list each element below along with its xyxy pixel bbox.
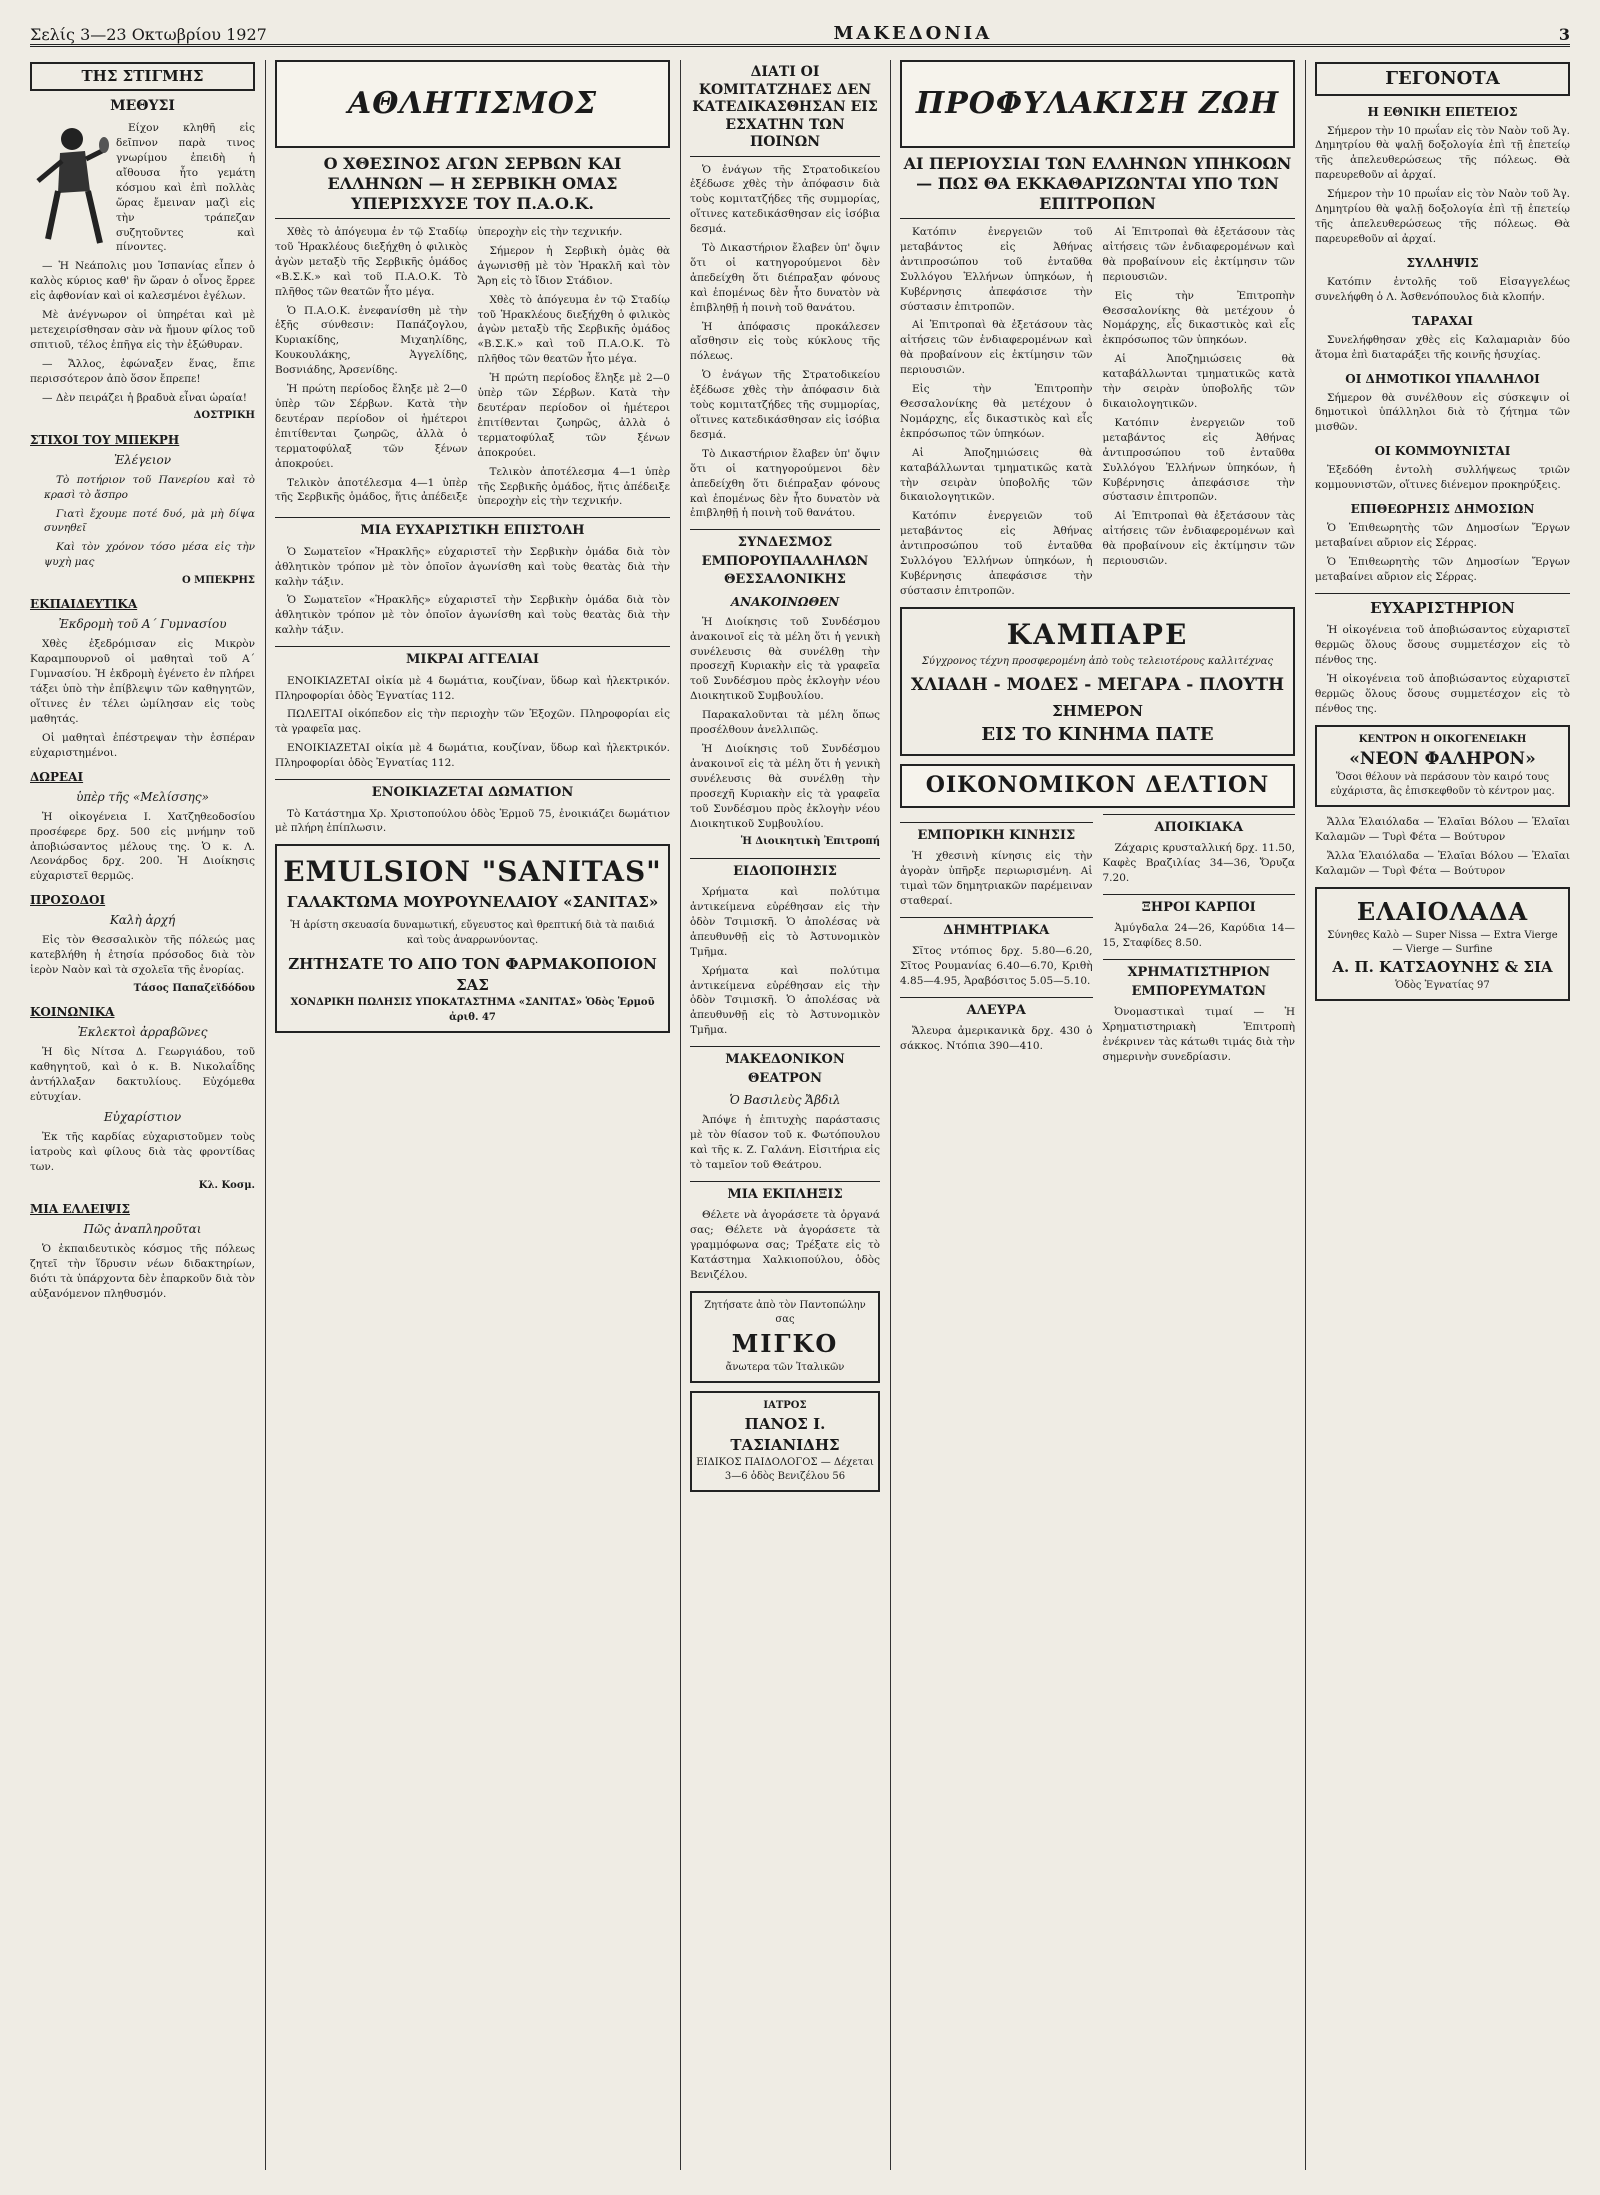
paragraph: Τὸ Δικαστήριον ἔλαβεν ὑπ' ὄψιν ὅτι οἱ κατηγορούμενοι δὲν ἀπεδείχθη ὅτι διέπραξαν φόνους καὶ ἐπομένως δὲν ἦτο δυνατὸν νὰ ἐπιβληθῇ ἡ ποινὴ τοῦ θανάτου. (690, 447, 880, 520)
section-heading: ΜΙΑ ΕΥΧΑΡΙΣΤΙΚΗ ΕΠΙΣΤΟΛΗ (275, 517, 670, 540)
column-4 (900, 60, 1295, 2170)
column-rule (890, 60, 891, 2170)
ad-venue: ΕΙΣ ΤΟ ΚΙΝΗΜΑ ΠΑΤΕ (981, 724, 1214, 746)
paragraph: Οἱ μαθηταὶ ἐπέστρεψαν τὴν ἑσπέραν εὐχαριστημένοι. (30, 731, 255, 759)
masthead: ΜΑΚΕΔΟΝΙΑ (833, 23, 993, 44)
section-heading: ΧΡΗΜΑΤΙΣΤΗΡΙΟΝ ΕΜΠΟΡΕΥΜΑΤΩΝ (1103, 959, 1296, 1001)
paragraph: Μὲ ἀνέγνωρον οἱ ὑπηρέται καὶ μὲ μετεχειρίσθησαν σὰν νὰ ἤμουν φίλος τοῦ σπιτιοῦ, τέλος ἐπῆγα εἰς τὴν ἐξώθυραν. (30, 309, 255, 351)
paragraph: Ἐκ τῆς καρδίας εὐχαριστοῦμεν τοὺς ἰατροὺς καὶ φίλους διὰ τὰς φροντίδας των. (30, 1130, 255, 1173)
column-rule (265, 60, 266, 2170)
section-heading: ΚΟΙΝΩΝΙΚΑ (30, 1005, 115, 1020)
paragraph: Ὁ ἐκπαιδευτικὸς κόσμος τῆς πόλεως ζητεῖ τὴν ἵδρυσιν νέων διδακτηρίων, διότι τὰ ὑπάρχοντα δὲν ἐπαρκοῦν διὰ τὸν αὐξανόμενον πληθυσμόν. (30, 1242, 255, 1300)
article-body (275, 225, 670, 509)
signature: ΔΟΣΤΡΙΚΗ (193, 410, 255, 422)
paragraph: Παρακαλοῦνται τὰ μέλη ὅπως προσέλθουν ἀνελλιπῶς. (690, 709, 880, 737)
paragraph: Ἐξεδόθη ἐντολὴ συλλήψεως τριῶν κομμουνιστῶν, οἵτινες διένεμον προκηρύξεις. (1315, 464, 1570, 492)
paragraph: Κατόπιν ἐνεργειῶν τοῦ μεταβάντος εἰς Ἀθήνας ἀντιπροσώπου τοῦ ἐνταῦθα Συλλόγου Ἑλλήνων ὑπηκόων, ἡ Κυβέρνησις ἀπεφάσισε τὴν σύστασιν ἐπιτροπῶν. (1102, 416, 1295, 504)
paragraph: Ὁ Σωματεῖον «Ἡρακλῆς» εὐχαριστεῖ τὴν Σερβικὴν ὁμάδα διὰ τὸν ἀθλητικὸν τρόπον μὲ τὸν ὁποῖον ἀγωνίσθη καὶ τοὺς θεατὰς διὰ τὴν καλὴν τάξιν. (275, 545, 670, 588)
ad-text: Ὅσοι θέλουν νὰ περάσουν τὸν καιρό τους εὐχάριστα, ἂς ἐπισκεφθοῦν τὸ κέντρον μας. (1330, 771, 1555, 797)
paragraph: ΕΝΟΙΚΙΑΖΕΤΑΙ οἰκία μὲ 4 δωμάτια, κουζίναν, ὕδωρ καὶ ἠλεκτρικόν. Πληροφορίαι ὁδὸς Ἐγνατίας 112. (275, 674, 670, 702)
article-body (900, 225, 1295, 599)
headline: ΔΙΑΤΙ ΟΙ ΚΟΜΙΤΑΤΖΗΔΕΣ ΔΕΝ ΚΑΤΕΔΙΚΑΣΘΗΣΑΝ ΕΙΣ ΕΣΧΑΤΗΝ ΤΩΝ ΠΟΙΝΩΝ (690, 64, 880, 157)
section-title: ΓΕΓΟΝΟΤΑ (1315, 62, 1570, 96)
drunk-man-illustration (30, 121, 110, 251)
paragraph: Θέλετε νὰ ἀγοράσετε τὰ ὀργανά σας; Θέλετε νὰ ἀγοράσετε τὰ γραμμόφωνα σας; Τρέξατε εἰς τὸ Κατάστημα Χαλκιοπούλου, ὁδὸς Βενιζέλου. (690, 1209, 880, 1281)
ad-cta: ΖΗΤΗΣΑΤΕ ΤΟ ΑΠΟ ΤΟΝ ΦΑΡΜΑΚΟΠΟΙΟΝ ΣΑΣ (288, 954, 657, 995)
paragraph: Αἱ Ἐπιτροπαὶ θὰ ἐξετάσουν τὰς αἰτήσεις τῶν ἐνδιαφερομένων καὶ θὰ προβαίνουν εἰς ἐκτίμησιν τῶν περιουσιῶν. (1102, 226, 1295, 283)
paragraph: Ἡ πρώτη περίοδος ἔληξε μὲ 2—0 ὑπὲρ τῶν Σέρβων. Κατὰ τὴν δευτέραν περίοδον οἱ ἡμέτεροι ἐπιτίθενται ζωηρῶς, ἀλλὰ ὁ τερματοφύλαξ τῶν ξένων ἀποκρούει. (275, 383, 468, 470)
paragraph: Κατόπιν ἐνεργειῶν τοῦ μεταβάντος εἰς Ἀθήνας ἀντιπροσώπου τοῦ ἐνταῦθα Συλλόγου Ἑλλήνων ὑπηκόων, ἡ Κυβέρνησις ἀπεφάσισε τὴν σύστασιν ἐπιτροπῶν. (900, 510, 1093, 597)
paragraph: Ὁ Ἐπιθεωρητὴς τῶν Δημοσίων Ἔργων μεταβαίνει αὔριον εἰς Σέρρας. (1315, 555, 1570, 583)
column-3 (690, 60, 880, 2170)
section-heading: ΕΙΔΟΠΟΙΗΣΙΣ (690, 858, 880, 881)
paragraph: Ἡ χθεσινὴ κίνησις εἰς τὴν ἀγορὰν ὑπῆρξε περιωρισμένη. Αἱ τιμαὶ τῶν δημητριακῶν παρέμειναν σταθεραί. (900, 850, 1093, 907)
ad-text: ΕΙΔΙΚΟΣ ΠΑΙΔΟΛΟΓΟΣ — Δέχεται 3—6 ὁδὸς Βενιζέλου 56 (696, 1457, 874, 1483)
section-title: ΤΗΣ ΣΤΙΓΜΗΣ (30, 62, 255, 91)
section-heading: ΜΙΑ ΕΛΛΕΙΨΙΣ (30, 1201, 130, 1216)
section-heading: ΟΙ ΚΟΜΜΟΥΝΙΣΤΑΙ (1374, 444, 1511, 459)
section-heading: ΕΜΠΟΡΙΚΗ ΚΙΝΗΣΙΣ (900, 822, 1093, 845)
paragraph: Εἰς τὸν Θεσσαλικὸν τῆς πόλεώς μας κατεβλήθη ἡ ἐτησία πρόσοδος διὰ τὸν ἱερὸν Ναὸν καὶ τὰ σχολεῖα τῆς ἐνορίας. (30, 934, 255, 977)
ad-address: ΧΟΝΔΡΙΚΗ ΠΩΛΗΣΙΣ ΥΠΟΚΑΤΑΣΤΗΜΑ «ΣΑΝΙΤΑΣ» Ὁδὸς Ἑρμοῦ ἀριθ. 47 (290, 997, 655, 1023)
section-heading: ΕΠΙΘΕΩΡΗΣΙΣ ΔΗΜΟΣΙΩΝ (1350, 502, 1535, 517)
paragraph: Ὁ Σωματεῖον «Ἡρακλῆς» εὐχαριστεῖ τὴν Σερβικὴν ὁμάδα διὰ τὸν ἀθλητικὸν τρόπον μὲ τὸν ὁποῖον ἀγωνίσθη καὶ τοὺς θεατὰς διὰ τὴν καλὴν τάξιν. (275, 594, 670, 637)
article-title: Πῶς ἀναπληροῦται (83, 1221, 202, 1236)
issue-date: Σελίς 3—23 Οκτωβρίου 1927 (30, 25, 267, 44)
section-heading: ΞΗΡΟΙ ΚΑΡΠΟΙ (1103, 894, 1296, 917)
paragraph: Ὀνομαστικαὶ τιμαί — Ἡ Χρηματιστηριακὴ Ἐπιτροπὴ ἐνέκρινεν τὰς κάτωθι τιμάς διὰ τὴν σημερινὴν συνεδρίασιν. (1102, 1006, 1295, 1063)
paragraph: Αἱ Ἀποζημιώσεις θὰ καταβάλλωνται τμηματικῶς κατὰ τὴν σειρὰν ὑποβολῆς τῶν δικαιολογητικῶν. (900, 446, 1093, 504)
ad-title: «ΝΕΟΝ ΦΑΛΗΡΟΝ» (1349, 748, 1536, 769)
section-heading: ΔΩΡΕΑΙ (30, 769, 84, 784)
paragraph: — Ἄλλος, ἐφώναξεν ἕνας, ἔπιε περισσότερον ἀπὸ ὅσον ἔπρεπε! (30, 357, 255, 385)
paragraph: Σήμερον ἡ Σερβικὴ ὁμὰς θὰ ἀγωνισθῇ μὲ τὸν Ἡρακλῆ καὶ τὸν Ἄρη εἰς τὸ ἴδιον Στάδιον. (477, 244, 670, 287)
headline: Ο ΧΘΕΣΙΝΟΣ ΑΓΩΝ ΣΕΡΒΩΝ ΚΑΙ ΕΛΛΗΝΩΝ — Η ΣΕΡΒΙΚΗ ΟΜΑΣ ΥΠΕΡΙΣΧΥΣΕ ΤΟΥ Π.Α.Ο.Κ. (275, 154, 670, 219)
paragraph: — Δὲν πειράζει ἡ βραδυὰ εἶναι ὡραία! (42, 391, 247, 404)
poem-line: Γιατὶ ἔχουμε ποτέ δυό, μὰ μὴ δίψα συνηθεῖ (44, 507, 255, 535)
paragraph: Ἀπόψε ἡ ἐπιτυχὴς παράστασις μὲ τὸν θίασον τοῦ κ. Φωτόπουλου καὶ τῆς κ. Ζ. Γαλάνη. Εἰσιτήρια εἰς τὸ ταμεῖον τοῦ Θεάτρου. (690, 1114, 880, 1171)
section-heading: Η ΕΘΝΙΚΗ ΕΠΕΤΕΙΟΣ (1367, 104, 1518, 119)
paragraph: Συνελήφθησαν χθὲς εἰς Καλαμαριὰν δύο ἄτομα ἐπὶ διαταράξει τῆς κοινῆς ἡσυχίας. (1315, 333, 1570, 361)
section-heading: ΕΥΧΑΡΙΣΤΗΡΙΟΝ (1315, 593, 1570, 619)
article-title: Ἐκδρομὴ τοῦ Α΄ Γυμνασίου (58, 617, 227, 632)
section-heading: ΤΑΡΑΧΑΙ (1412, 313, 1473, 328)
paragraph: Σήμερον τὴν 10 πρωΐαν εἰς τὸν Ναὸν τοῦ Ἁγ. Δημητρίου θὰ ψαλῇ δοξολογία ἐπὶ τῇ ἐπετείῳ τῆς ἀπελευθερώσεως τῆς πόλεως. Θὰ παρευρεθοῦν αἱ ἀρχαί. (1315, 124, 1570, 182)
ad-text: ἄνωτερα τῶν Ἰταλικῶν (725, 1362, 845, 1374)
ad-text: Ζητήσατε ἀπὸ τὸν Παντοπώλην σας (704, 1299, 866, 1325)
column-5 (1315, 60, 1570, 2170)
article-title: ὑπὲρ τῆς «Μελίσσης» (76, 789, 209, 804)
paragraph: Ζάχαρις κρυσταλλική δρχ. 11.50, Καφὲς Βραζιλίας 34—36, Ὄρυζα 7.20. (1102, 842, 1295, 884)
signature: Κλ. Κοσμ. (198, 1179, 255, 1191)
ad-text: Σύνηθες Καλὸ — Super Nissa — Extra Vierge — Vierge — Surfine (1327, 929, 1558, 956)
section-heading: ΕΝΟΙΚΙΑΖΕΤΑΙ ΔΩΜΑΤΙΟΝ (275, 779, 670, 802)
migko-advertisement (690, 1291, 880, 1384)
sanitas-advertisement (275, 844, 670, 1032)
paragraph: Ἡ ἀπόφασις προκάλεσεν αἴσθησιν εἰς τοὺς κύκλους τῆς πόλεως. (690, 320, 880, 363)
play-title: Ὁ Βασιλεὺς Ἄβδιλ (729, 1093, 841, 1108)
paragraph: Είχον κληθῆ εἰς δεῖπνον παρὰ τινος γνωρίμου ἐπειδὴ ἡ αἴθουσα ἦτο γεμάτη κόσμου καὶ ἐπὶ πολλὰς ὥρας ἔμειναν μαζὶ εἰς τὴν τράπεζαν συζητοῦντες καὶ πίνοντες. (116, 122, 255, 254)
paragraph: Τὸ Δικαστήριον ἔλαβεν ὑπ' ὄψιν ὅτι οἱ κατηγορούμενοι δὲν ἀπεδείχθη ὅτι διέπραξαν φόνους καὶ ἐπομένως δὲν ἦτο δυνατὸν νὰ ἐπιβληθῇ ἡ ποινὴ τοῦ θανάτου. (690, 242, 880, 314)
section-heading: ΜΙΚΡΑΙ ΑΓΓΕΛΙΑΙ (275, 646, 670, 669)
poem-line: Καὶ τὸν χρόνον τόσο μέσα εἰς τὴν ψυχὴ μας (44, 541, 255, 569)
page-header (30, 18, 1570, 47)
paragraph: Ἡ Διοίκησις τοῦ Συνδέσμου ἀνακοινοῖ εἰς τὰ μέλη ὅτι ἡ γενικὴ συνέλευσις θὰ συνέλθῃ τὴν προσεχῆ Κυριακὴν εἰς τὰ γραφεῖα τοῦ Συνδέσμου πρὸς ἐκλογὴν νέου Διοικητικοῦ Συμβουλίου. (690, 615, 880, 703)
neon-faliron-advertisement (1315, 725, 1570, 808)
ad-subtitle: ΓΑΛΑΚΤΩΜΑ ΜΟΥΡΟΥΝΕΛΑΙΟΥ «ΣΑΝΙΤΑΣ» (286, 893, 659, 912)
section-heading: ΕΚΠΑΙΔΕΥΤΙΚΑ (30, 597, 138, 612)
paragraph: Ὁ ἐνάγων τῆς Στρατοδικείου ἐξέδωσε χθὲς τὴν ἀπόφασιν διὰ τοὺς κομιτατζήδες τῆς συμμορίας, οἵτινες κατεδικάσθησαν εἰς ἰσόβια δεσμά. (690, 163, 880, 236)
paragraph: Χθὲς τὸ ἀπόγευμα ἐν τῷ Σταδίῳ τοῦ Ἡρακλέους διεξήχθη ὁ φιλικὸς ἀγὼν μεταξὺ τῆς Σερβικῆς ὁμάδος «Β.Σ.Κ.» καὶ τοῦ Π.Α.Ο.Κ. Τὸ πλῆθος τῶν θεατῶν ἦτο μέγα. (477, 293, 670, 366)
section-heading: ΣΥΛΛΗΨΙΣ (1406, 255, 1479, 270)
section-heading: ΣΥΝΔΕΣΜΟΣ ΕΜΠΟΡΟΥΠΑΛΛΗΛΩΝ ΘΕΣΣΑΛΟΝΙΚΗΣ (690, 529, 880, 589)
headline: ΑΙ ΠΕΡΙΟΥΣΙΑΙ ΤΩΝ ΕΛΛΗΝΩΝ ΥΠΗΚΟΩΝ — ΠΩΣ ΘΑ ΕΚΚΑΘΑΡΙΖΩΝΤΑΙ ΥΠΟ ΤΩΝ ΕΠΙΤΡΟΠΩΝ (900, 154, 1295, 219)
poem-line: Τὸ ποτήριον τοῦ Πανερίου καὶ τὸ κρασὶ τὸ ἄσπρο (44, 473, 255, 501)
section-banner: ΠΡΟΦΥΛΑΚΙΣΗ ΖΩΗ (900, 60, 1295, 148)
paragraph: Ὁ Π.Α.Ο.Κ. ἐνεφανίσθη μὲ τὴν ἑξῆς σύνθεσιν: Παπάζογλου, Κυριακίδης, Μιχαηλίδης, Κουκουλάκης, Ἀγγελίδης, Βοσνιάδης, Ἀρσενίδης. (275, 304, 468, 377)
ad-title: ΚΑΜΠΑΡΕ (1006, 617, 1189, 651)
ad-text: Ἡ ἀρίστη σκευασία δυναμωτική, εὔγευστος καὶ θρεπτική διὰ τὰ παιδιά καὶ τοὺς ἀναρρωνύοντας. (290, 920, 655, 946)
article-title: Καλὴ ἀρχή (109, 913, 176, 928)
article-title: Ἐλέγειον (113, 452, 172, 467)
section-heading: ΠΡΟΣΟΔΟΙ (30, 893, 106, 908)
doctor-advertisement (690, 1391, 880, 1492)
paragraph: Ἡ Διοίκησις τοῦ Συνδέσμου ἀνακοινοῖ εἰς τὰ μέλη ὅτι ἡ γενικὴ συνέλευσις θὰ συνέλθῃ τὴν προσεχῆ Κυριακὴν εἰς τὰ γραφεῖα τοῦ Συνδέσμου πρὸς ἐκλογὴν νέου Διοικητικοῦ Συμβουλίου. (690, 742, 880, 830)
ad-title: ΕΛΑΙΟΛΑΔΑ (1356, 896, 1529, 926)
paragraph: — Ἡ Νεάπολις μου Ἱσπανίας εἶπεν ὁ καλὸς κύριος καθ' ἣν ὥραν ὁ οἶνος ἔρρεε εἰς ἀφθονίαν καὶ οἱ καλεσμένοι ἐγέλων. (30, 260, 255, 303)
ad-owner: Α. Π. ΚΑΤΣΑΟΥΝΗΣ & ΣΙΑ (1332, 958, 1553, 977)
paragraph: Αἱ Ἐπιτροπαὶ θὰ ἐξετάσουν τὰς αἰτήσεις τῶν ἐνδιαφερομένων καὶ θὰ προβαίνουν εἰς ἐκτίμησιν τῶν περιουσιῶν. (900, 319, 1093, 377)
paragraph: Χρήματα καὶ πολύτιμα ἀντικείμενα εὑρέθησαν εἰς τὴν ὁδὸν Τσιμισκῆ. Ὁ ἀπολέσας νὰ ἀπευθυνθῇ εἰς τὸ Ἀστυνομικὸν Τμῆμα. (690, 886, 880, 958)
paragraph: Τελικὸν ἀποτέλεσμα 4—1 ὑπὲρ τῆς Σερβικῆς ὁμάδος, ἥτις ἀπέδειξε ὑπεροχὴν εἰς τὴν τεχνικήν. (477, 465, 670, 508)
paragraph: Κατόπιν ἐνεργειῶν τοῦ μεταβάντος εἰς Ἀθήνας ἀντιπροσώπου τοῦ ἐνταῦθα Συλλόγου Ἑλλήνων ὑπηκόων, ἡ Κυβέρνησις ἀπεφάσισε τὴν σύστασιν ἐπιτροπῶν. (900, 226, 1093, 313)
signature: Ο ΜΠΕΚΡΗΣ (181, 575, 255, 587)
article-title: ΜΕΘΥΣΙ (110, 98, 175, 115)
economic-bulletin-banner: ΟΙΚΟΝΟΜΙΚΟΝ ΔΕΛΤΙΟΝ (900, 764, 1295, 808)
paragraph: Ἄλευρα ἀμερικανικὰ δρχ. 430 ὁ σάκκος. Ντόπια 390—410. (900, 1025, 1093, 1053)
section-heading: ΜΙΑ ΕΚΠΛΗΞΙΣ (690, 1181, 880, 1204)
ad-text: ΚΕΝΤΡΟΝ Η ΟΙΚΟΓΕΝΕΙΑΚΗ (1358, 733, 1527, 745)
olive-oil-advertisement (1315, 887, 1570, 1001)
column-1 (30, 60, 255, 2170)
economic-bulletin-body (900, 814, 1295, 1066)
paragraph: Ἄλλα Ἐλαιόλαδα — Ἐλαῖαι Βόλου — Ἐλαῖαι Καλαμῶν — Τυρὶ Φέτα — Βούτυρον (1315, 816, 1570, 844)
column-rule (680, 60, 681, 2170)
paragraph: Ἠ δὶς Νίτσα Δ. Γεωργιάδου, τοῦ καθηγητοῦ, καὶ ὁ κ. Β. Νικολαΐδης ἀντήλλαξαν δακτυλίους. Εὐχόμεθα εὐτυχίαν. (30, 1046, 255, 1104)
ad-title: ΜΙΓΚΟ (731, 1329, 839, 1359)
ad-text: Σύγχρονος τέχνη προσφερομένη ἀπὸ τοὺς τελειοτέρους καλλιτέχνας (921, 655, 1274, 667)
paragraph: Χρήματα καὶ πολύτιμα ἀντικείμενα εὑρέθησαν εἰς τὴν ὁδὸν Τσιμισκῆ. Ὁ ἀπολέσας νὰ ἀπευθυνθῇ εἰς τὸ Ἀστυνομικὸν Τμῆμα. (690, 964, 880, 1037)
paragraph: Ὁ Ἐπιθεωρητὴς τῶν Δημοσίων Ἔργων μεταβαίνει αὔριον εἰς Σέρρας. (1315, 522, 1570, 550)
column-2 (275, 60, 670, 2170)
paragraph: Αἱ Ἐπιτροπαὶ θὰ ἐξετάσουν τὰς αἰτήσεις τῶν ἐνδιαφερομένων καὶ θὰ προβαίνουν εἰς ἐκτίμησιν τῶν περιουσιῶν. (1102, 510, 1295, 568)
column-rule (1305, 60, 1306, 2170)
signature: Ἡ Διοικητικὴ Ἐπιτροπή (740, 836, 880, 848)
paragraph: Χθὲς ἐξεδρόμισαν εἰς Μικρὸν Καραμπουρνοῦ οἱ μαθηταὶ τοῦ Α΄ Γυμνασίου. Ἡ ἐκδρομὴ ἐγένετο ἐν πλήρει τάξει ὑπὸ τὴν ἐπίβλεψιν τῶν καθηγητῶν, οἵτινες ἐν τέλει ὡμίλησαν εἰς τοὺς μαθητάς. (30, 638, 255, 725)
paragraph: Τὸ Κατάστημα Χρ. Χριστοπούλου ὁδὸς Ἑρμοῦ 75, ἐνοικιάζει δωμάτιον μὲ πλήρη ἐπίπλωσιν. (275, 807, 670, 835)
paragraph: Σῖτος ντόπιος δρχ. 5.80—6.20, Σῖτος Ρουμανίας 6.40—6.70, Κριθὴ 4.85—4.95, Ἀραβόσιτος 5.05—5.10. (900, 945, 1093, 987)
paragraph: ΕΝΟΙΚΙΑΖΕΤΑΙ οἰκία μὲ 4 δωμάτια, κουζίναν, ὕδωρ καὶ ἠλεκτρικόν. Πληροφορίαι ὁδὸς Ἐγνατίας 112. (275, 742, 670, 770)
ad-performers: ΧΛΙΑΔΗ - ΜΟΔΕΣ - ΜΕΓΑΡΑ - ΠΛΟΥΤΗ (910, 674, 1285, 695)
ad-address: Ὁδὸς Ἐγνατίας 97 (1395, 979, 1490, 991)
ad-text: ΙΑΤΡΟΣ (763, 1400, 807, 1412)
paragraph: Χθὲς τὸ ἀπόγευμα ἐν τῷ Σταδίῳ τοῦ Ἡρακλέους διεξήχθη ὁ φιλικὸς ἀγὼν μεταξὺ τῆς Σερβικῆς ὁμάδος «Β.Σ.Κ.» καὶ τοῦ Π.Α.Ο.Κ. Τὸ πλῆθος τῶν θεατῶν ἦτο μέγα. (275, 226, 468, 298)
signature: Τάσος Παπαζεϊδόδου (133, 983, 255, 995)
paragraph: Ἡ οἰκογένεια Ι. Χατζηθεοδοσίου προσέφερε δρχ. 500 εἰς μνήμην τοῦ ἀποβιώσαντος μέλους της. Ὁ κ. Λ. Λεονάρδος δρχ. 200. Ἡ Διοίκησις εὐχαριστεῖ θερμῶς. (30, 810, 255, 883)
cabaret-advertisement (900, 607, 1295, 756)
paragraph: Εἰς τὴν Ἐπιτροπὴν Θεσσαλονίκης θὰ μετέχουν ὁ Νομάρχης, εἷς δικαστικὸς καὶ εἷς ἐκπρόσωπος τῶν ὑπηκόων. (900, 383, 1093, 440)
paragraph: Ὁ ἐνάγων τῆς Στρατοδικείου ἐξέδωσε χθὲς τὴν ἀπόφασιν διὰ τοὺς κομιτατζήδες τῆς συμμορίας, οἵτινες κατεδικάσθησαν εἰς ἰσόβια δεσμά. (690, 369, 880, 441)
section-heading: ΜΑΚΕΔΟΝΙΚΟΝ ΘΕΑΤΡΟΝ (690, 1046, 880, 1088)
article-title: Εὐχαρίστιον (103, 1109, 182, 1124)
paragraph: Ἄλλα Ἐλαιόλαδα — Ἐλαῖαι Βόλου — Ἐλαῖαι Καλαμῶν — Τυρὶ Φέτα — Βούτυρον (1315, 850, 1570, 877)
ad-date: ΣΗΜΕΡΟΝ (1052, 701, 1143, 720)
article-title: Ἐκλεκτοὶ ἀρραβῶνες (77, 1025, 208, 1040)
ad-title: EMULSION "SANITAS" (283, 855, 662, 889)
sports-banner: ΑΘΛΗΤΙΣΜΟΣ (275, 60, 670, 148)
page-number: 3 (1558, 25, 1570, 44)
paragraph: Ἡ οἰκογένεια τοῦ ἀποβιώσαντος εὐχαριστεῖ θερμῶς ὅλους ὅσους συμμετέσχον εἰς τὸ πένθος της. (1315, 672, 1570, 715)
ad-title: ΠΑΝΟΣ Ι. ΤΑΣΙΑΝΙΔΗΣ (730, 1414, 840, 1454)
paragraph: Ἡ πρώτη περίοδος ἔληξε μὲ 2—0 ὑπὲρ τῶν Σέρβων. Κατὰ τὴν δευτέραν περίοδον οἱ ἡμέτεροι ἐπιτίθενται ζωηρῶς, ἀλλὰ ὁ τερματοφύλαξ τῶν ξένων ἀποκρούει. (477, 372, 670, 459)
subheading: ΑΝΑΚΟΙΝΩΘΕΝ (730, 594, 840, 609)
paragraph: Εἰς τὴν Ἐπιτροπὴν Θεσσαλονίκης θὰ μετέχουν ὁ Νομάρχης, εἷς δικαστικὸς καὶ εἷς ἐκπρόσωπος τῶν ὑπηκόων. (1102, 289, 1295, 347)
paragraph: Κατόπιν ἐντολῆς τοῦ Εἰσαγγελέως συνελήφθη ὁ Λ. Ἀσθενόπουλος διὰ κλοπήν. (1315, 275, 1570, 303)
section-heading: ΑΛΕΥΡΑ (900, 997, 1093, 1020)
paragraph: ΠΩΛΕΙΤΑΙ οἰκόπεδον εἰς τὴν περιοχὴν τῶν Ἐξοχῶν. Πληροφορίαι εἰς τὰ γραφεῖα μας. (275, 708, 670, 736)
paragraph: Τελικὸν ἀποτέλεσμα 4—1 ὑπὲρ τῆς Σερβικῆς ὁμάδος, ἥτις ἀπέδειξε ὑπεροχὴν εἰς τὴν τεχνικήν. (275, 226, 623, 504)
section-heading: ΑΠΟΙΚΙΑΚΑ (1103, 814, 1296, 837)
paragraph: Σήμερον θὰ συνέλθουν εἰς σύσκεψιν οἱ δημοτικοὶ ὑπάλληλοι διὰ τὸ ζήτημα τῶν μισθῶν. (1315, 391, 1570, 434)
section-heading: ΣΤΙΧΟΙ ΤΟΥ ΜΠΕΚΡΗ (30, 432, 180, 447)
paragraph: Ἀμύγδαλα 24—26, Καρύδια 14—15, Σταφίδες 8.50. (1102, 922, 1295, 950)
section-heading: ΔΗΜΗΤΡΙΑΚΑ (900, 917, 1093, 940)
paragraph: Ἡ οἰκογένεια τοῦ ἀποβιώσαντος εὐχαριστεῖ θερμῶς ὅλους ὅσους συμμετέσχον εἰς τὸ πένθος της. (1315, 624, 1570, 666)
paragraph: Αἱ Ἀποζημιώσεις θὰ καταβάλλωνται τμηματικῶς κατὰ τὴν σειρὰν ὑποβολῆς τῶν δικαιολογητικῶν. (1102, 353, 1295, 410)
paragraph: Σήμερον τὴν 10 πρωΐαν εἰς τὸν Ναὸν τοῦ Ἁγ. Δημητρίου θὰ ψαλῇ δοξολογία ἐπὶ τῇ ἐπετείῳ τῆς ἀπελευθερώσεως τῆς πόλεως. Θὰ παρευρεθοῦν αἱ ἀρχαί. (1315, 188, 1570, 245)
section-heading: ΟΙ ΔΗΜΟΤΙΚΟΙ ΥΠΑΛΛΗΛΟΙ (1345, 371, 1540, 386)
